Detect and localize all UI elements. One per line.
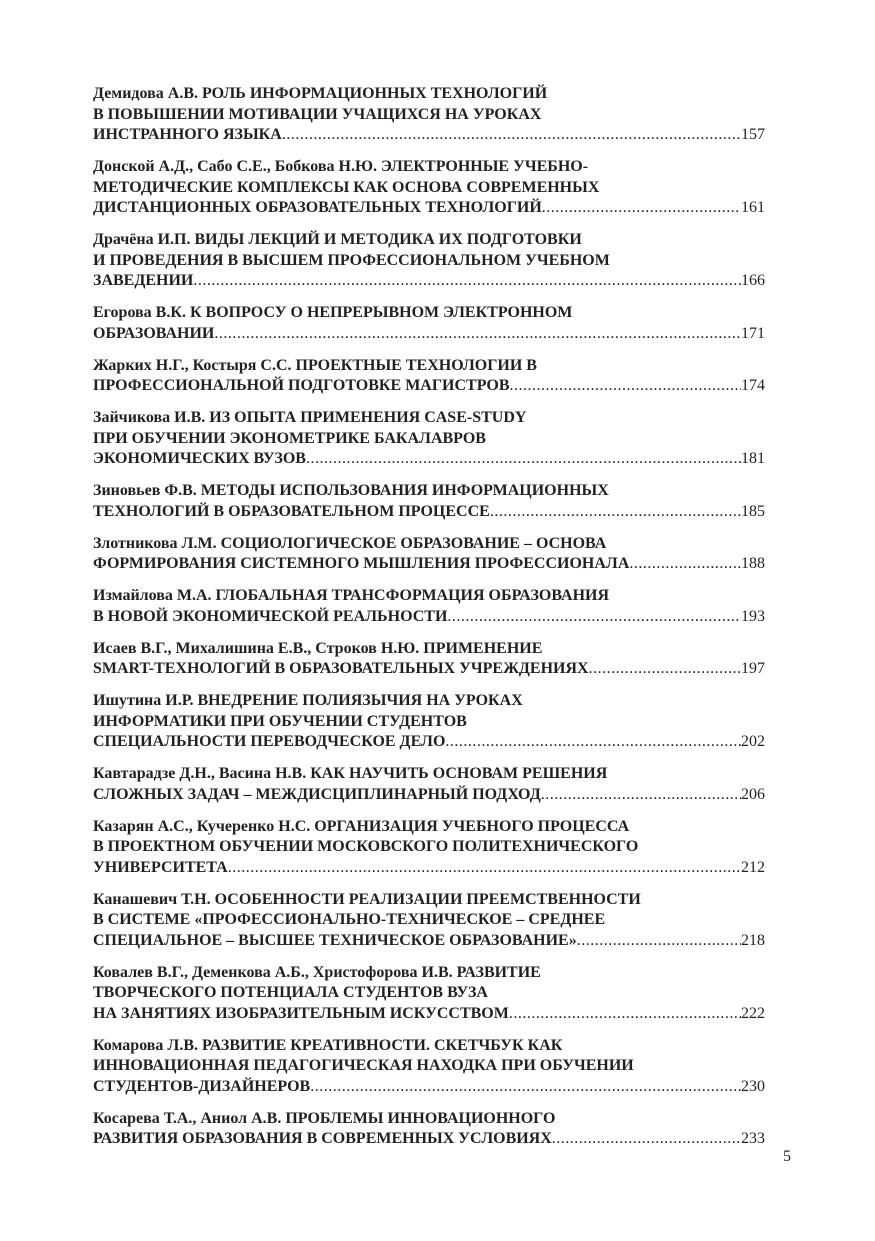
toc-entry-last-line	[93, 324, 765, 345]
toc-entry-last-line	[93, 449, 765, 470]
toc-entry-line: В СИСТЕМЕ «ПРОФЕССИОНАЛЬНО-ТЕХНИЧЕСКОЕ – СРЕДНЕЕ	[93, 911, 606, 928]
toc-entry-line: Канашевич Т.Н. ОСОБЕННОСТИ РЕАЛИЗАЦИИ ПРЕЕМСТВЕННОСТИ	[93, 890, 641, 908]
toc-entry	[93, 817, 765, 879]
toc-entry-last-line	[93, 858, 765, 879]
toc-entry-line: ИНСТРАННОГО ЯЗЫКА	[93, 126, 282, 143]
toc-entry-line: ПРИ ОБУЧЕНИИ ЭКОНОМЕТРИКЕ БАКАЛАВРОВ	[93, 429, 486, 447]
table-of-contents	[93, 84, 765, 1161]
dot-leader	[542, 198, 741, 219]
toc-entry-line: УНИВЕРСИТЕТА	[93, 858, 228, 876]
toc-entry	[93, 481, 765, 522]
dot-leader	[510, 376, 742, 397]
toc-entry-line: Измайлова М.А. ГЛОБАЛЬНАЯ ТРАНСФОРМАЦИЯ ОБРАЗОВАНИЯ	[93, 587, 610, 604]
toc-entry	[93, 1109, 765, 1150]
toc-entry-line: Ишутина И.Р. ВНЕДРЕНИЕ ПОЛИЯЗЫЧИЯ НА УРОКАХ	[93, 692, 523, 709]
dot-leader	[629, 554, 741, 575]
toc-entry	[93, 356, 765, 397]
dot-leader	[447, 607, 741, 628]
toc-entry-line: Косарева Т.А., Аниол А.В. ПРОБЛЕМЫ ИННОВАЦИОННОГО	[93, 1109, 556, 1127]
toc-page-number: 188	[741, 555, 765, 572]
toc-page-number: 157	[741, 126, 765, 143]
toc-entry-line: НА ЗАНЯТИЯХ ИЗОБРАЗИТЕЛЬНЫМ ИСКУССТВОМ	[93, 1004, 509, 1022]
dot-leader	[577, 931, 741, 952]
toc-page-number: 222	[741, 1004, 765, 1022]
toc-entry	[93, 691, 765, 753]
toc-entry-last-line	[93, 1077, 765, 1098]
toc-entry-last-line	[93, 732, 765, 753]
toc-page-number: 174	[741, 377, 765, 394]
toc-entry-last-line	[93, 271, 765, 292]
toc-entry-last-line	[93, 554, 765, 575]
dot-leader	[509, 1004, 741, 1025]
toc-entry-line: Комарова Л.В. РАЗВИТИЕ КРЕАТИВНОСТИ. СКЕТЧБУК КАК	[93, 1036, 563, 1054]
toc-entry-last-line	[93, 502, 765, 523]
toc-entry-last-line	[93, 931, 765, 952]
toc-entry-last-line	[93, 785, 765, 806]
toc-entry-line: Исаев В.Г., Михалишина Е.В., Строков Н.Ю. ПРИМЕНЕНИЕ	[93, 639, 543, 657]
toc-entry	[93, 230, 765, 292]
toc-entry-line: ФОРМИРОВАНИЯ СИСТЕМНОГО МЫШЛЕНИЯ ПРОФЕССИОНАЛА	[93, 555, 630, 572]
toc-page-number: 166	[741, 272, 765, 289]
toc-entry	[93, 534, 765, 575]
toc-entry-line: РАЗВИТИЯ ОБРАЗОВАНИЯ В СОВРЕМЕННЫХ УСЛОВИЯХ	[93, 1130, 552, 1147]
dot-leader	[541, 785, 741, 806]
toc-entry-line: Егорова В.К. К ВОПРОСУ О НЕПРЕРЫВНОМ ЭЛЕКТРОННОМ	[93, 304, 573, 321]
toc-page-number: 181	[741, 450, 765, 467]
toc-entry-line: ИНФОРМАТИКИ ПРИ ОБУЧЕНИИ СТУДЕНТОВ	[93, 712, 467, 730]
toc-page-number: 233	[741, 1130, 765, 1147]
toc-entry-last-line	[93, 1129, 765, 1150]
toc-entry-line: МЕТОДИЧЕСКИЕ КОМПЛЕКСЫ КАК ОСНОВА СОВРЕМЕННЫХ	[93, 178, 600, 196]
toc-page-number: 202	[741, 733, 765, 750]
toc-entry-line: Злотникова Л.М. СОЦИОЛОГИЧЕСКОЕ ОБРАЗОВАНИЕ – ОСНОВА	[93, 534, 607, 552]
toc-entry-line: Драчёна И.П. ВИДЫ ЛЕКЦИЙ И МЕТОДИКА ИХ ПОДГОТОВКИ	[93, 231, 582, 248]
toc-page-number: 161	[741, 199, 765, 216]
toc-entry-last-line	[93, 659, 765, 680]
dot-leader	[552, 1129, 741, 1150]
toc-page-number: 206	[741, 785, 765, 803]
toc-entry-line: Зиновьев Ф.В. МЕТОДЫ ИСПОЛЬЗОВАНИЯ ИНФОРМАЦИОННЫХ	[93, 482, 609, 499]
toc-entry-line: SMART-ТЕХНОЛОГИЙ В ОБРАЗОВАТЕЛЬНЫХ УЧРЕЖДЕНИЯХ	[93, 660, 589, 677]
toc-page-number: 212	[741, 858, 765, 876]
toc-page-number: 193	[741, 607, 765, 625]
toc-entry-line: В НОВОЙ ЭКОНОМИЧЕСКОЙ РЕАЛЬНОСТИ	[93, 607, 448, 625]
toc-entry-line: Зайчикова И.В. ИЗ ОПЫТА ПРИМЕНЕНИЯ CASE-STUDY	[93, 409, 527, 426]
toc-entry	[93, 303, 765, 344]
toc-page-number: 197	[741, 660, 765, 677]
toc-entry-line: Донской А.Д., Сабо С.Е., Бобкова Н.Ю. ЭЛЕКТРОННЫЕ УЧЕБНО-	[93, 158, 589, 175]
toc-entry-line: ДИСТАНЦИОННЫХ ОБРАЗОВАТЕЛЬНЫХ ТЕХНОЛОГИЙ	[93, 199, 542, 216]
toc-entry	[93, 639, 765, 680]
toc-entry-line: ТВОРЧЕСКОГО ПОТЕНЦИАЛА СТУДЕНТОВ ВУЗА	[93, 984, 488, 1001]
toc-entry-last-line	[93, 376, 765, 397]
toc-entry	[93, 586, 765, 627]
toc-entry-line: В ПРОЕКТНОМ ОБУЧЕНИИ МОСКОВСКОГО ПОЛИТЕХНИЧЕСКОГО	[93, 838, 639, 855]
toc-entry-line: В ПОВЫШЕНИИ МОТИВАЦИИ УЧАЩИХСЯ НА УРОКАХ	[93, 105, 542, 123]
toc-entry-last-line	[93, 1004, 765, 1025]
page-number: 5	[783, 1148, 791, 1165]
dot-leader	[490, 502, 741, 523]
toc-entry	[93, 408, 765, 470]
toc-entry-line: ОБРАЗОВАНИИ	[93, 324, 215, 342]
dot-leader	[228, 858, 741, 879]
dot-leader	[445, 732, 741, 753]
toc-entry	[93, 764, 765, 805]
toc-entry	[93, 1036, 765, 1098]
toc-entry-line: ТЕХНОЛОГИЙ В ОБРАЗОВАТЕЛЬНОМ ПРОЦЕССЕ	[93, 502, 490, 520]
toc-entry-line: ПРОФЕССИОНАЛЬНОЙ ПОДГОТОВКЕ МАГИСТРОВ	[93, 377, 510, 394]
toc-entry-line: Жарких Н.Г., Костыря С.С. ПРОЕКТНЫЕ ТЕХНОЛОГИИ В	[93, 356, 537, 374]
toc-entry-last-line	[93, 125, 765, 146]
toc-entry	[93, 963, 765, 1025]
toc-page-number: 185	[741, 502, 765, 520]
toc-entry-line: Казарян А.С., Кучеренко Н.С. ОРГАНИЗАЦИЯ УЧЕБНОГО ПРОЦЕССА	[93, 817, 630, 835]
toc-entry	[93, 84, 765, 146]
toc-page-number: 230	[741, 1077, 765, 1095]
dot-leader	[193, 271, 741, 292]
toc-entry-last-line	[93, 607, 765, 628]
toc-entry-line: ЗАВЕДЕНИИ	[93, 272, 194, 289]
toc-page-number: 218	[741, 931, 765, 949]
dot-leader	[310, 1077, 741, 1098]
toc-entry-line: Кавтарадзе Д.Н., Васина Н.В. КАК НАУЧИТЬ ОСНОВАМ РЕШЕНИЯ	[93, 765, 608, 782]
toc-entry-line: Демидова А.В. РОЛЬ ИНФОРМАЦИОННЫХ ТЕХНОЛОГИЙ	[93, 85, 548, 102]
toc-entry-line: И ПРОВЕДЕНИЯ В ВЫСШЕМ ПРОФЕССИОНАЛЬНОМ УЧЕБНОМ	[93, 251, 610, 269]
toc-entry	[93, 890, 765, 952]
toc-entry-line: СПЕЦИАЛЬНОСТИ ПЕРЕВОДЧЕСКОЕ ДЕЛО	[93, 733, 446, 750]
toc-entry-line: ИННОВАЦИОННАЯ ПЕДАГОГИЧЕСКАЯ НАХОДКА ПРИ ОБУЧЕНИИ	[93, 1057, 634, 1074]
toc-entry	[93, 157, 765, 219]
toc-entry-line: СПЕЦИАЛЬНОЕ – ВЫСШЕЕ ТЕХНИЧЕСКОЕ ОБРАЗОВАНИЕ»	[93, 931, 577, 949]
toc-entry-line: СТУДЕНТОВ-ДИЗАЙНЕРОВ	[93, 1077, 311, 1095]
toc-entry-last-line	[93, 198, 765, 219]
dot-leader	[214, 324, 741, 345]
toc-entry-line: СЛОЖНЫХ ЗАДАЧ – МЕЖДИСЦИПЛИНАРНЫЙ ПОДХОД	[93, 785, 541, 803]
dot-leader	[306, 449, 741, 470]
toc-entry-line: ЭКОНОМИЧЕСКИХ ВУЗОВ	[93, 450, 306, 467]
dot-leader	[282, 125, 741, 146]
toc-entry-line: Ковалев В.Г., Деменкова А.Б., Христофорова И.В. РАЗВИТИЕ	[93, 963, 541, 981]
dot-leader	[589, 659, 741, 680]
toc-page-number: 171	[741, 324, 765, 342]
